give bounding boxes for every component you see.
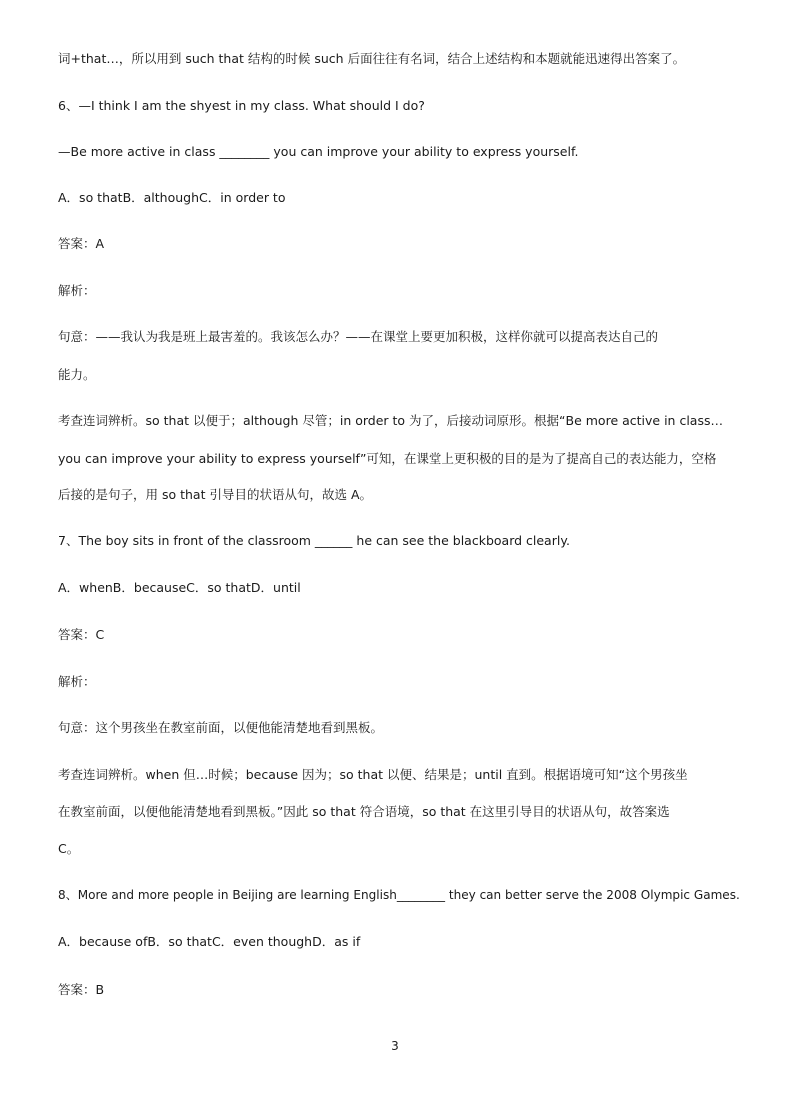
question-6-line-2: —Be more active in class ________ you can improve your ability to express yourself.	[58, 144, 579, 159]
question-6-analysis-heading: 解析：	[58, 283, 96, 298]
question-7-explanation-line-1: 考查连词辨析。when 但…时候；because 因为；so that 以便、结果是；until 直到。根据语境可知“这个男孩坐	[58, 767, 688, 782]
question-7-translation: 句意：这个男孩坐在教室前面，以便他能清楚地看到黑板。	[58, 720, 384, 735]
question-7-line-1: 7、The boy sits in front of the classroom ______ he can see the blackboard clearly.	[58, 533, 570, 548]
question-6-answer: 答案：A	[58, 236, 105, 251]
question-6-translation-line-2: 能力。	[58, 367, 96, 382]
page-number: 3	[391, 1039, 399, 1053]
question-6-explanation-line-2: you can improve your ability to express yourself”可知，在课堂上更积极的目的是为了提高自己的表达能力，空格	[58, 451, 717, 466]
question-6-explanation-line-3: 后接的是句子，用 so that 引导目的状语从句，故选 A。	[58, 487, 372, 502]
question-6-explanation-line-1: 考查连词辨析。so that 以便于；although 尽管；in order to 为了，后接动词原形。根据“Be more active in class…	[58, 413, 723, 428]
question-8-line-1: 8、More and more people in Beijing are learning English________ they can better serve the 2008 Olympic Games.	[58, 887, 740, 902]
question-7-options: A．whenB．becauseC．so thatD．until	[58, 580, 301, 595]
question-6-options: A．so thatB．althoughC．in order to	[58, 190, 286, 205]
question-7-explanation-line-3: C。	[58, 841, 80, 856]
question-8-options: A．because ofB．so thatC．even thoughD．as if	[58, 934, 361, 949]
question-6-translation-line-1: 句意：——我认为我是班上最害羞的。我该怎么办？——在课堂上要更加积极，这样你就可以提高表达自己的	[58, 329, 659, 344]
question-6-line-1: 6、—I think I am the shyest in my class. What should I do?	[58, 98, 425, 113]
question-7-explanation-line-2: 在教室前面，以便他能清楚地看到黑板。”因此 so that 符合语境，so that 在这里引导目的状语从句，故答案选	[58, 804, 670, 819]
question-7-answer: 答案：C	[58, 627, 105, 642]
question-8-answer: 答案：B	[58, 982, 105, 997]
question-7-analysis-heading: 解析：	[58, 674, 96, 689]
explanation-line: 词+that…，所以用到 such that 结构的时候 such 后面往往有名词，结合上述结构和本题就能迅速得出答案了。	[58, 51, 686, 66]
